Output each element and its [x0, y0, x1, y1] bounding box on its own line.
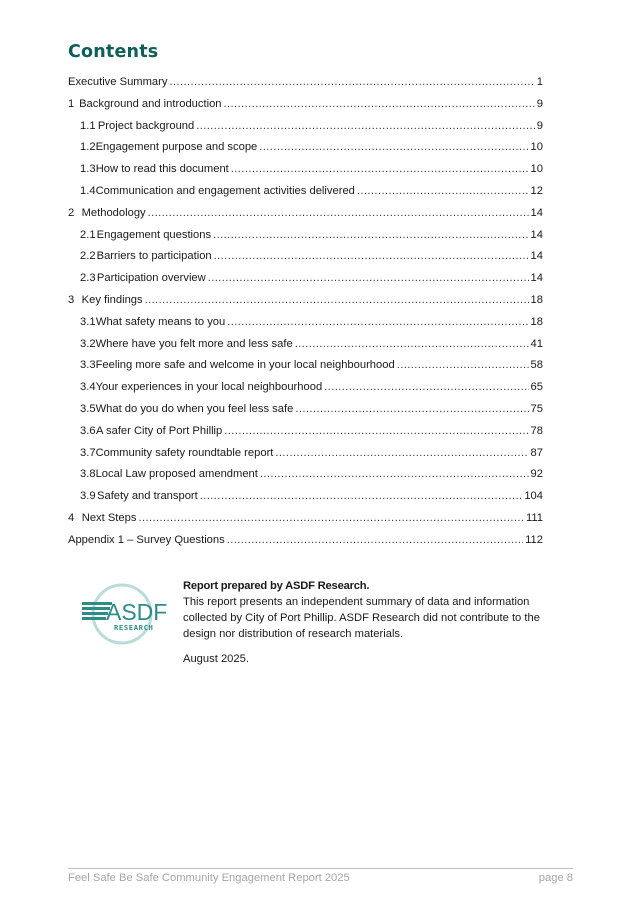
toc-entry[interactable]	[68, 72, 543, 94]
toc-entry-page[interactable]: 14	[530, 250, 543, 263]
toc-entry-title[interactable]: Methodology	[81, 206, 146, 219]
toc-entry-number: 3.1	[80, 315, 96, 328]
toc-entry-page[interactable]: 112	[525, 533, 543, 546]
prepared-by-body: This report presents an independent summary of data and information collected by City of Port Phillip. ASDF Research did not contribute to the design nor distribution of research materials.	[183, 596, 540, 640]
footer-page-number: page 8	[538, 872, 573, 884]
report-date: August 2025.	[183, 653, 249, 665]
toc-entry-page[interactable]: 14	[530, 206, 543, 219]
toc-entry-page[interactable]: 104	[524, 490, 543, 503]
toc-entry-number: 2	[68, 206, 75, 219]
toc-leader-dots	[295, 334, 529, 356]
toc-entry-title[interactable]: Executive Summary	[68, 76, 168, 88]
asdf-research-logo	[80, 582, 174, 646]
page-title: Contents	[68, 42, 159, 62]
toc-entry[interactable]	[68, 486, 543, 508]
toc-entry-title[interactable]: What do you do when you feel less safe	[95, 402, 294, 415]
toc-entry-page[interactable]: 78	[530, 424, 543, 437]
logo-sub-text: RESEARCH	[114, 623, 154, 632]
toc-leader-dots	[224, 94, 535, 116]
toc-entry-page[interactable]: 14	[530, 228, 543, 241]
toc-entry-number: 2.3	[80, 272, 96, 285]
toc-entry-page[interactable]: 10	[530, 141, 543, 154]
toc-entry-title[interactable]: Safety and transport	[97, 490, 198, 503]
toc-entry-title[interactable]: Communication and engagement activities delivered	[95, 184, 355, 197]
toc-entry-title[interactable]: How to read this document	[95, 163, 229, 176]
toc-entry[interactable]	[68, 377, 543, 399]
toc-entry-number: 3	[68, 293, 75, 306]
toc-entry-number: 1.4	[80, 184, 96, 197]
toc-entry-number: 1	[68, 97, 75, 110]
toc-entry[interactable]	[68, 94, 543, 116]
toc-entry-number: 2.2	[80, 250, 96, 263]
toc-entry-title[interactable]: Next Steps	[81, 511, 137, 524]
toc-entry-title[interactable]: Engagement questions	[96, 228, 212, 241]
toc-entry-title[interactable]: Project background	[97, 119, 195, 132]
toc-entry-number: 3.4	[80, 381, 96, 394]
toc-entry-number: 1.1	[80, 119, 96, 132]
toc-entry-number: 3.5	[80, 402, 96, 415]
toc-leader-dots	[138, 508, 524, 530]
toc-entry-page[interactable]: 14	[530, 272, 543, 285]
logo-stripe	[82, 617, 106, 620]
toc-leader-dots	[169, 72, 534, 94]
toc-entry[interactable]	[68, 355, 543, 377]
logo-stripe	[82, 612, 108, 615]
toc-entry-number: 2.1	[80, 228, 96, 241]
toc-entry-title[interactable]: Participation overview	[96, 272, 206, 285]
toc-leader-dots	[213, 225, 528, 247]
toc-entry[interactable]	[68, 443, 543, 465]
toc-entry[interactable]	[68, 246, 543, 268]
toc-entry-number: 3.2	[80, 337, 96, 350]
toc-leader-dots	[145, 290, 529, 312]
toc-entry[interactable]	[68, 290, 543, 312]
prepared-by-block	[183, 578, 573, 667]
toc-leader-dots	[224, 421, 528, 443]
toc-entry[interactable]	[68, 421, 543, 443]
toc-entry-number: 1.2	[80, 141, 96, 154]
toc-entry-title[interactable]: Where have you felt more and less safe	[95, 337, 293, 350]
toc-entry-page[interactable]: 65	[530, 381, 543, 394]
toc-entry-title[interactable]: Background and introduction	[79, 97, 222, 110]
toc-entry[interactable]	[68, 268, 543, 290]
toc-leader-dots	[231, 159, 529, 181]
toc-entry-page[interactable]: 75	[530, 402, 543, 415]
toc-entry-number: 1.3	[80, 163, 96, 176]
toc-entry-page[interactable]: 9	[536, 97, 543, 110]
toc-entry[interactable]	[68, 464, 543, 486]
toc-leader-dots	[196, 116, 535, 138]
toc-entry-number: 4	[68, 511, 75, 524]
toc-entry-number: 3.6	[80, 424, 96, 437]
toc-entry-page[interactable]: 10	[530, 163, 543, 176]
toc-entry-page[interactable]: 58	[530, 359, 543, 372]
toc-leader-dots	[259, 137, 528, 159]
toc-entry-title[interactable]: Community safety roundtable report	[95, 446, 274, 459]
toc-entry[interactable]	[68, 225, 543, 247]
toc-entry[interactable]	[68, 116, 543, 138]
toc-entry-page[interactable]: 12	[530, 184, 543, 197]
toc-entry-title[interactable]: Feeling more safe and welcome in your local neighbourhood	[95, 359, 395, 372]
toc-entry[interactable]	[68, 159, 543, 181]
toc-entry-title[interactable]: Engagement purpose and scope	[95, 141, 258, 154]
toc-leader-dots	[275, 443, 528, 465]
toc-entry-page[interactable]: 18	[530, 293, 543, 306]
toc-entry[interactable]	[68, 508, 543, 530]
toc-entry-number: 3.7	[80, 446, 96, 459]
toc-entry-title[interactable]: Appendix 1 – Survey Questions	[68, 533, 225, 546]
toc-entry-number: 3.9	[80, 490, 96, 503]
toc-entry-page[interactable]: 92	[530, 468, 543, 481]
toc-entry-page[interactable]: 9	[536, 119, 543, 132]
toc-entry-title[interactable]: A safer City of Port Phillip	[96, 424, 223, 437]
toc-entry-title[interactable]: Local Law proposed amendment	[95, 468, 258, 481]
toc-leader-dots	[227, 312, 528, 334]
toc-entry[interactable]	[68, 334, 543, 356]
table-of-contents	[68, 72, 543, 552]
toc-entry[interactable]	[68, 181, 543, 203]
logo-main-text: ASDF	[106, 599, 168, 625]
footer-report-title: Feel Safe Be Safe Community Engagement Report 2025	[68, 872, 350, 884]
toc-entry[interactable]	[68, 137, 543, 159]
toc-entry[interactable]	[68, 203, 543, 225]
toc-leader-dots	[324, 377, 528, 399]
toc-leader-dots	[227, 530, 523, 552]
toc-entry[interactable]	[68, 312, 543, 334]
prepared-by-title: Report prepared by ASDF Research.	[183, 580, 370, 592]
toc-entry[interactable]	[68, 530, 543, 552]
footer-divider	[68, 868, 573, 869]
toc-leader-dots	[260, 464, 529, 486]
toc-entry-number: 3.3	[80, 359, 96, 372]
toc-leader-dots	[295, 399, 528, 421]
toc-leader-dots	[214, 246, 529, 268]
toc-entry-page[interactable]: 18	[530, 315, 543, 328]
toc-leader-dots	[200, 486, 523, 508]
toc-entry-number: 3.8	[80, 468, 96, 481]
toc-entry-title[interactable]: What safety means to you	[95, 315, 226, 328]
toc-leader-dots	[357, 181, 529, 203]
toc-entry[interactable]	[68, 399, 543, 421]
toc-entry-page[interactable]: 41	[530, 337, 543, 350]
toc-entry-title[interactable]: Barriers to participation	[96, 250, 212, 263]
toc-entry-page[interactable]: 111	[525, 511, 543, 524]
toc-entry-title[interactable]: Your experiences in your local neighbourhood	[95, 381, 323, 394]
toc-entry-title[interactable]: Key findings	[81, 293, 143, 306]
toc-entry-page[interactable]: 1	[536, 76, 543, 88]
toc-leader-dots	[148, 203, 529, 225]
toc-leader-dots	[397, 355, 529, 377]
toc-leader-dots	[208, 268, 529, 290]
toc-entry-page[interactable]: 87	[530, 446, 543, 459]
